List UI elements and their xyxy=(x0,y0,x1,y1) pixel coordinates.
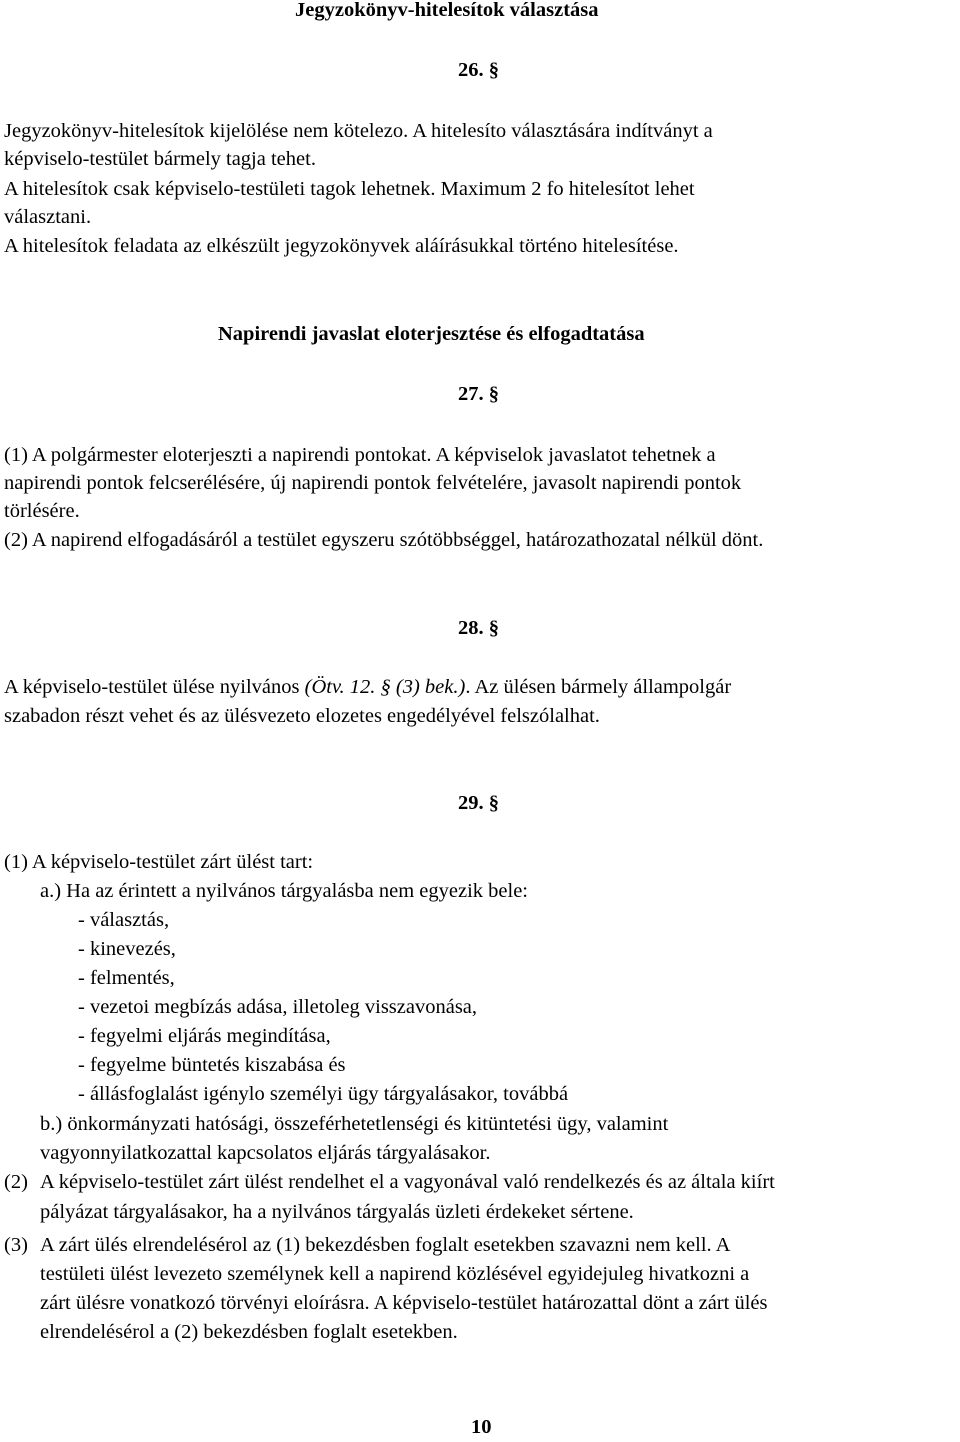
sec29-p1: (1) A képviselo-testület zárt ülést tart: xyxy=(4,851,314,873)
section-29-number: 29. § xyxy=(458,792,499,814)
sec29-p3-line-3: zárt ülésre vonatkozó törvényi eloírásra. A képviselo-testület határozattal dönt a zárt ülés xyxy=(40,1292,768,1314)
sec28-line-1 xyxy=(4,673,731,702)
sec27-p1-line-1: (1) A polgármester eloterjeszti a napirendi pontokat. A képviselok javaslatot tehetnek a xyxy=(4,444,716,466)
sec26-line-5: A hitelesítok feladata az elkészült jegyzokönyvek aláírásukkal történo hitelesítése. xyxy=(4,235,679,257)
sec29-a-item: - felmentés, xyxy=(78,967,175,989)
section-26-title: Jegyzokönyv-hitelesítok választása xyxy=(295,0,599,21)
section-26-number: 26. § xyxy=(458,59,499,81)
sec29-a-item: - kinevezés, xyxy=(78,938,176,960)
sec26-line-1: Jegyzokönyv-hitelesítok kijelölése nem kötelezo. A hitelesíto választására indítványt a xyxy=(4,120,713,142)
section-27-title: Napirendi javaslat eloterjesztése és elfogadtatása xyxy=(218,323,645,345)
sec29-a-item: - vezetoi megbízás adása, illetoleg visszavonása, xyxy=(78,996,478,1018)
sec28-line-2: szabadon részt vehet és az ülésvezeto elozetes engedélyével felszólalhat. xyxy=(4,705,600,727)
sec29-p3-line-4: elrendelésérol a (2) bekezdésben foglalt esetekben. xyxy=(40,1321,458,1343)
sec29-p2-number: (2) xyxy=(4,1171,28,1193)
sec27-p1-line-2: napirendi pontok felcserélésére, új napirendi pontok felvételére, javasolt napirendi pontok xyxy=(4,472,742,494)
sec26-line-2: képviselo-testület bármely tagja tehet. xyxy=(4,148,316,170)
sec29-a-label: a.) Ha az érintett a nyilvános tárgyalásba nem egyezik bele: xyxy=(40,880,528,902)
sec29-p3-line-2: testületi ülést levezeto személynek kell a napirend közlésével egyidejuleg hivatkozni a xyxy=(40,1263,750,1285)
sec27-p1-line-3: törlésére. xyxy=(4,500,80,522)
sec29-a-item: - választás, xyxy=(78,909,170,931)
sec28-line-1-post: . Az ülésen bármely állampolgár xyxy=(465,676,732,698)
sec26-line-3: A hitelesítok csak képviselo-testületi tagok lehetnek. Maximum 2 fo hitelesítot lehet xyxy=(4,178,695,200)
sec29-a-item: - fegyelme büntetés kiszabása és xyxy=(78,1054,346,1076)
sec29-b-line-1: b.) önkormányzati hatósági, összeférhetetlenségi és kitüntetési ügy, valamint xyxy=(40,1113,669,1135)
sec29-p2-line-1: A képviselo-testület zárt ülést rendelhet el a vagyonával való rendelkezés és az általa kiírt xyxy=(40,1171,775,1193)
section-28-number: 28. § xyxy=(458,617,499,639)
sec28-legal-reference: (Ötv. 12. § (3) bek.) xyxy=(304,676,466,698)
sec29-p3-line-1: A zárt ülés elrendelésérol az (1) bekezdésben foglalt esetekben szavazni nem kell. A xyxy=(40,1234,731,1256)
sec29-p3-number: (3) xyxy=(4,1234,28,1256)
sec29-p2-line-2: pályázat tárgyalásakor, ha a nyilvános tárgyalás üzleti érdekeket sértene. xyxy=(40,1201,634,1223)
sec28-line-1-pre: A képviselo-testület ülése nyilvános xyxy=(4,676,305,698)
sec29-b-line-2: vagyonnyilatkozattal kapcsolatos eljárás tárgyalásakor. xyxy=(40,1142,491,1164)
sec26-line-4: választani. xyxy=(4,206,92,228)
sec27-p2-line: (2) A napirend elfogadásáról a testület egyszeru szótöbbséggel, határozathozatal nélkül dönt. xyxy=(4,529,764,551)
sec29-a-item: - állásfoglalást igénylo személyi ügy tárgyalásakor, továbbá xyxy=(78,1083,569,1105)
sec29-a-item: - fegyelmi eljárás megindítása, xyxy=(78,1025,331,1047)
section-27-number: 27. § xyxy=(458,383,499,405)
page-number: 10 xyxy=(471,1416,492,1438)
